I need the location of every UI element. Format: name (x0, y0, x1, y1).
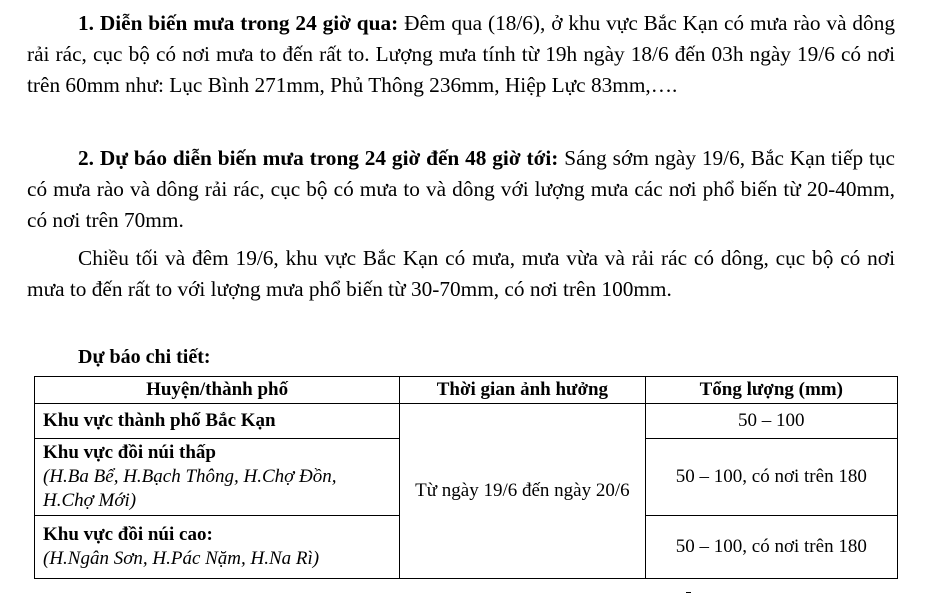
section-2-heading: 2. Dự báo diễn biến mưa trong 24 giờ đến 48 giờ tới: (78, 146, 559, 170)
header-district: Huyện/thành phố (35, 377, 400, 404)
section-1-body: Đêm qua (18/6), ở khu vực Bắc Kạn có mưa rào và dông rải rác, cục bộ có nơi mưa to đến rất to. Lượng mưa tính từ 19h ngày 18/6 đến 03h ngày 19/6 có nơi trên 60mm như: Lục Bình 271mm, Phủ Thông 236mm, Hiệp Lực 83mm,…. (27, 11, 895, 97)
region-name: Khu vực thành phố Bắc Kạn (43, 410, 276, 431)
total-cell: 50 – 100, có nơi trên 180 (645, 516, 897, 579)
table-header-row (35, 377, 898, 404)
region-cell (35, 516, 400, 579)
region-cell (35, 439, 400, 516)
forecast-table (34, 376, 898, 579)
region-areas: (H.Ngân Sơn, H.Pác Nặm, H.Na Rì) (43, 548, 320, 569)
region-name: Khu vực đồi núi thấp (43, 442, 216, 463)
total-cell: 50 – 100 (645, 404, 897, 439)
paragraph-rain-24h (27, 8, 895, 101)
section-2-body: Sáng sớm ngày 19/6, Bắc Kạn tiếp tục có mưa rào và dông rải rác, cục bộ có mưa to và dông với lượng mưa các nơi phổ biến từ 20-40mm, có nơi trên 70mm. (27, 146, 895, 232)
total-cell: 50 – 100, có nơi trên 180 (645, 439, 897, 516)
detail-forecast-heading: Dự báo chi tiết: (78, 346, 211, 368)
stray-mark (686, 592, 691, 593)
region-cell (35, 404, 400, 439)
section-1-heading: 1. Diễn biến mưa trong 24 giờ qua: (78, 11, 399, 35)
time-range-cell: Từ ngày 19/6 đến ngày 20/6 (400, 404, 645, 579)
region-areas: (H.Ba Bể, H.Bạch Thông, H.Chợ Đồn, H.Chợ Mới) (43, 466, 337, 511)
section-3-body: Chiều tối và đêm 19/6, khu vực Bắc Kạn có mưa, mưa vừa và rải rác có dông, cục bộ có nơi mưa to đến rất to với lượng mưa phổ biến từ 30-70mm, có nơi trên 100mm. (27, 246, 895, 301)
paragraph-forecast-48h (27, 143, 895, 236)
paragraph-evening-forecast (27, 243, 895, 305)
region-name: Khu vực đồi núi cao: (43, 524, 213, 545)
header-total: Tổng lượng (mm) (645, 377, 897, 404)
header-time: Thời gian ảnh hưởng (400, 377, 645, 404)
table-row (35, 404, 898, 439)
